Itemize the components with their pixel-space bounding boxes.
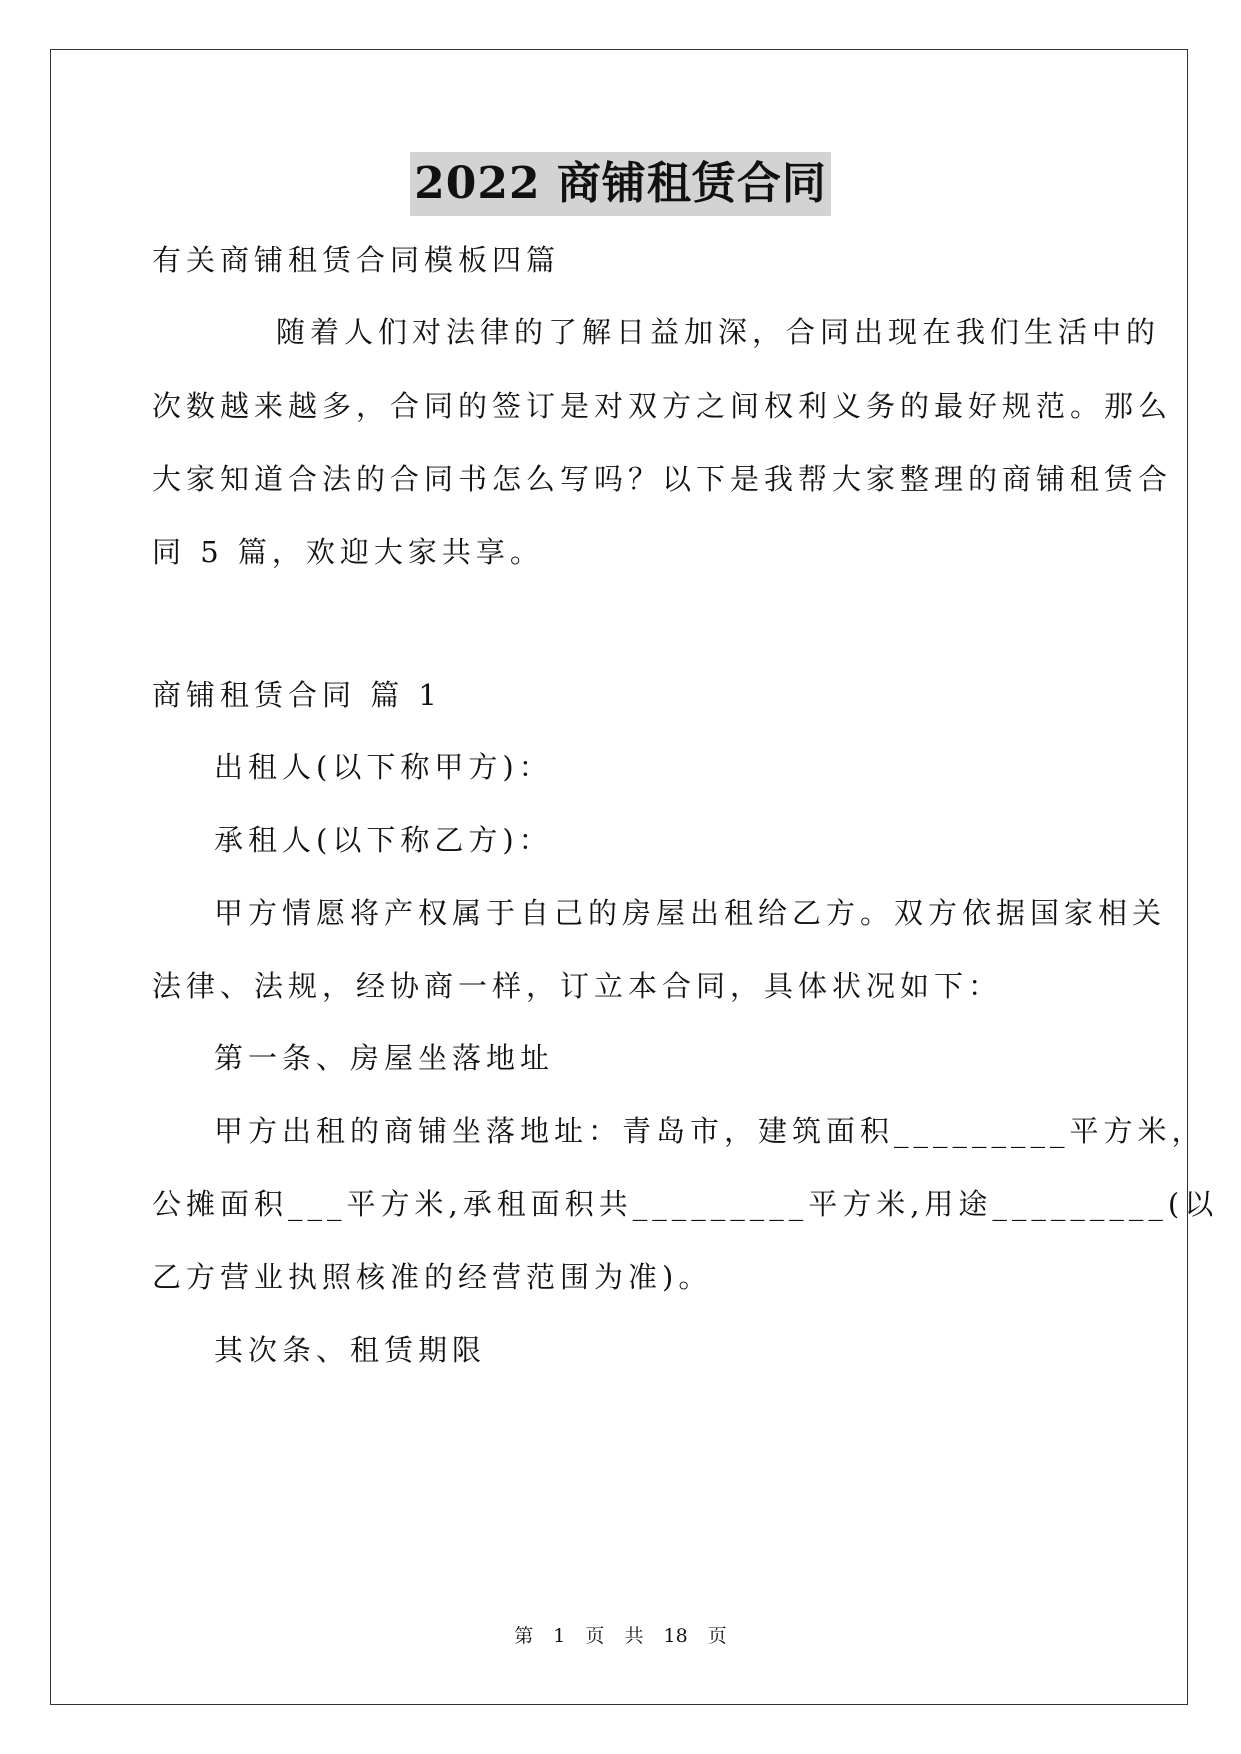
page-border [50, 49, 1188, 1705]
clause-heading: 其次条、租赁期限 [214, 1333, 487, 1367]
paragraph-line: 同 5 篇，欢迎大家共享。 [152, 535, 544, 569]
paragraph-line: 公摊面积___平方米,承租面积共_________平方米,用途_________(以 [152, 1187, 1219, 1221]
paragraph-line: 出租人(以下称甲方)： [214, 750, 553, 784]
title-container [0, 152, 1241, 216]
paragraph-line: 大家知道合法的合同书怎么写吗？以下是我帮大家整理的商铺租赁合 [152, 462, 1173, 496]
section-heading: 商铺租赁合同 篇 1 [152, 678, 442, 712]
paragraph-line: 甲方情愿将产权属于自己的房屋出租给乙方。双方依据国家相关 [214, 896, 1167, 930]
subtitle-line: 有关商铺租赁合同模板四篇 [152, 243, 561, 277]
paragraph-line: 甲方出租的商铺坐落地址：青岛市，建筑面积_________平方米， [214, 1114, 1206, 1148]
document-title: 2022 商铺租赁合同 [410, 152, 831, 216]
clause-heading: 第一条、房屋坐落地址 [214, 1041, 555, 1075]
page-footer: 第 1 页 共 18 页 [514, 1625, 727, 1647]
paragraph-line: 承租人(以下称乙方)： [214, 823, 553, 857]
paragraph-line: 乙方营业执照核准的经营范围为准)。 [152, 1260, 713, 1294]
paragraph-line: 随着人们对法律的了解日益加深，合同出现在我们生活中的 [276, 315, 1161, 349]
paragraph-line: 次数越来越多，合同的签订是对双方之间权利义务的最好规范。那么 [152, 389, 1173, 423]
paragraph-line: 法律、法规，经协商一样，订立本合同，具体状况如下： [152, 969, 1003, 1003]
